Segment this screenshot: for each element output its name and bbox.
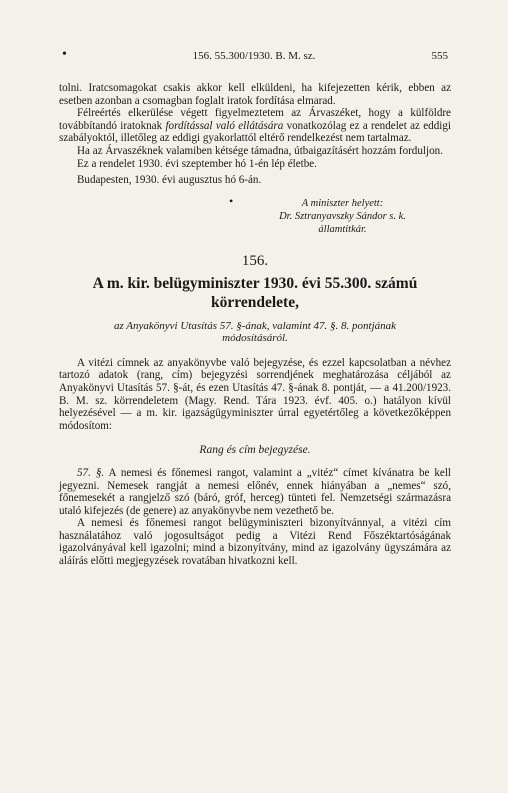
decree-title-line-2: körrendelete,	[211, 293, 299, 311]
place-date-line: Budapesten, 1930. évi augusztus hó 6-án.	[77, 174, 262, 187]
paragraph-guidance: Ha az Árvaszéknek valamiben kétsége támadna, útbaigazításért hozzám forduljon.	[77, 144, 443, 157]
section-subheading: Rang és cím bejegyzése.	[199, 444, 311, 457]
decree-paragraph-intro: A vitézi címnek az anyakönyvbe való bejegyzése, és ezzel kapcsolatban a névhez tartozó adatok (rang, cím) bejegyzési sorrendjének meghatározása céljából az Anyakönyvi Utasítás 57. §-át, és ezen Utasítás 47. §-ának 8. pontját, — a 41.200/1923. B. M. sz. körrendeletem (Magy. Rend. Tára 1923. évf. 405. o.) hatályon kívül helyezésével — a m. kir. igazságügyminiszter úrral egyetértőleg a következőképpen módosítom:	[59, 356, 451, 432]
decree-paragraph-57: 57. §. A nemesi és főnemesi rangot, valamint a „vitéz“ címet kívánatra be kell jegyezni. Nemesek rangját a nemesi előnév, ennek hiányában a „nemes“ szó, főnemesekét a rangjelző szó (báró, gróf, herceg) tünteti fel. Nemzetségi származásra utaló kifejezés (de genere) az anyakönyvbe nem vezethető be.	[59, 466, 451, 517]
header-mark: •	[62, 47, 67, 62]
paragraph-translation-note: Félreértés elkerülése végett figyelmeztetem az Árvaszéket, hogy a külföldre továbbítandó iratoknak fordítással való ellátására vonatkozólag ez a rendelet az eddigi szabályoktól, illetőleg az eddigi gyakorlattól eltérő rendelkezést nem tartalmaz.	[59, 107, 451, 145]
signature-name: Dr. Sztranyavszky Sándor s. k.	[279, 210, 406, 222]
decree-number: 156.	[241, 252, 269, 269]
section-marker: 57. §.	[77, 466, 105, 479]
page-body	[59, 82, 451, 568]
signature-line-1: A miniszter helyett:	[301, 197, 384, 209]
decree-paragraph-proof: A nemesi és főnemesi rangot belügyminiszteri bizonyítvánnyal, a vitézi cím használatához való jogosultságot pedig a Vitézi Rend Főszéktartóságának igazolványával kell igazolni; mind a bizonyítvány, mind az igazolvány ügyszámára az aláírás előtti megjegyzések rovatában hivatkozni kell.	[59, 517, 451, 568]
running-header	[0, 47, 508, 66]
running-title: 156. 55.300/1930. B. M. sz.	[192, 50, 316, 62]
continued-paragraph: tolni. Iratcsomagokat csakis akkor kell elküldeni, ha kifejezetten kérik, ebben az esetben azonban a csomagban foglalt iratok fordítása elmarad.	[59, 82, 451, 107]
emphasis-text: fordítással való ellátására	[165, 119, 284, 132]
paragraph-effective-date: Ez a rendelet 1930. évi szeptember hó 1-én lép életbe.	[77, 157, 317, 170]
decree-subtitle-line-2: módosításáról.	[222, 332, 288, 345]
decree-title-line-1: A m. kir. belügyminiszter 1930. évi 55.300. számú	[92, 274, 418, 292]
decree-subtitle-line-1: az Anyakönyvi Utasítás 57. §-ának, valamint 47. §. 8. pontjának	[113, 319, 397, 332]
signature-block	[59, 193, 451, 236]
signature-title: államtitkár.	[318, 223, 367, 235]
signature-mark: •	[229, 193, 234, 208]
page-number: 555	[431, 50, 448, 62]
